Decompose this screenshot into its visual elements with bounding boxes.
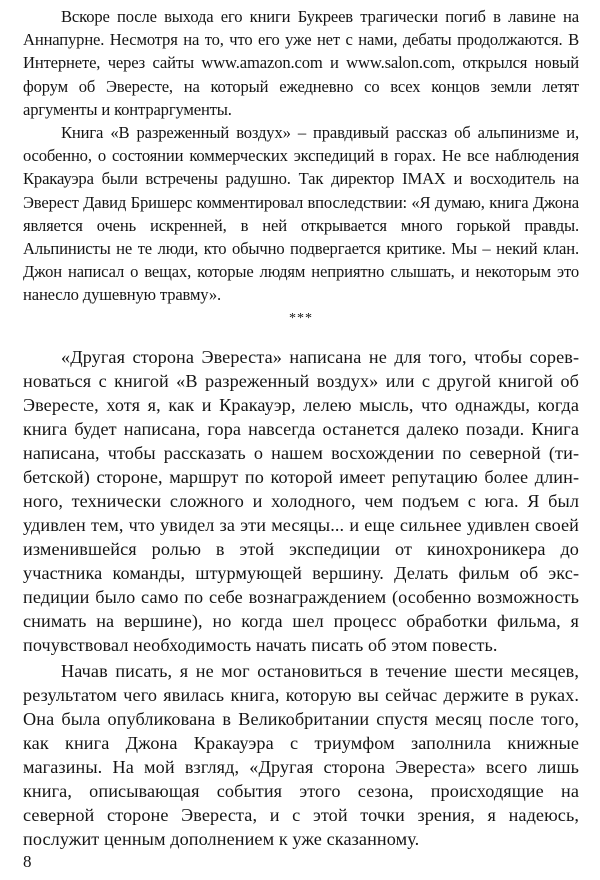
- book-page: [23, 0, 579, 880]
- main-paragraph-2: Начав писать, я не мог остановиться в течение шести месяцев, результатом чего явилась книга, которую вы сейчас держите в руках. Она была опубликована в Великобритании спустя месяц после того, как книга Джона Кракауэра с триумфом заполнила книжные магазины. На мой взгляд, «Другая сторона Эвереста» всего лишь книга, описывающая события этого сезона, происходящие на северной стороне Эвереста, и с этой точки зрения, я надеюсь, послужит ценным дополнением к уже сказанному.: [23, 661, 579, 849]
- intro-section: [23, 5, 579, 307]
- main-paragraph-1: «Другая сторона Эвереста» написана не для того, чтобы соревноваться с книгой «В разреженный воздух» или с другой книгой об Эвересте, хотя я, как и Кракауэр, лелею мысль, что однажды, когда книга будет написана, гора навсегда останется далеко позади. Книга написана, чтобы рассказать о нашем восхождении по северной (тибетской) стороне, маршрут по которой имеет репутацию более длинного, технически сложного и холодного, чем подъем с юга. Я был удивлен тем, что увидел за эти месяцы... и еще сильнее удивлен своей изменившейся ролью в этой экспедиции от кинохроникера до участника команды, штурмующей вершину. Делать фильм об экспедиции было само по себе вознаграждением (особенно возможность снимать на вершине), но когда шел процесс обработки фильма, я почувствовал необходимость начать писать об этом повесть.: [23, 347, 579, 655]
- intro-paragraph-1: Вскоре после выхода его книги Букреев трагически погиб в лавине на Аннапурне. Несмотря на то, что его уже нет с нами, дебаты продолжаются. В Интернете, через сайты www.amazon.com и www.salon.com, открылся новый форум об Эвересте, на который ежедневно со всех концов земли летят аргументы и контраргументы.: [23, 7, 579, 119]
- intro-paragraph-2: Книга «В разреженный воздух» – правдивый рассказ об альпинизме и, особенно, о состоянии коммерческих экспедиций в горах. Не все наблюдения Кракауэра были встречены радушно. Так директор IMAX и восходитель на Эверест Давид Бришерс комментировал впоследствии: «Я думаю, книга Джона является очень искренней, в ней открывается много горькой правды. Альпинисты не те люди, кто обычно подвергается критике. Мы – некий клан. Джон написал о вещах, которые людям неприятно слышать, и некоторым это нанесло душевную травму».: [23, 123, 579, 305]
- page-number: 8: [23, 852, 32, 871]
- section-separator: ***: [289, 311, 313, 326]
- main-section: [23, 345, 579, 851]
